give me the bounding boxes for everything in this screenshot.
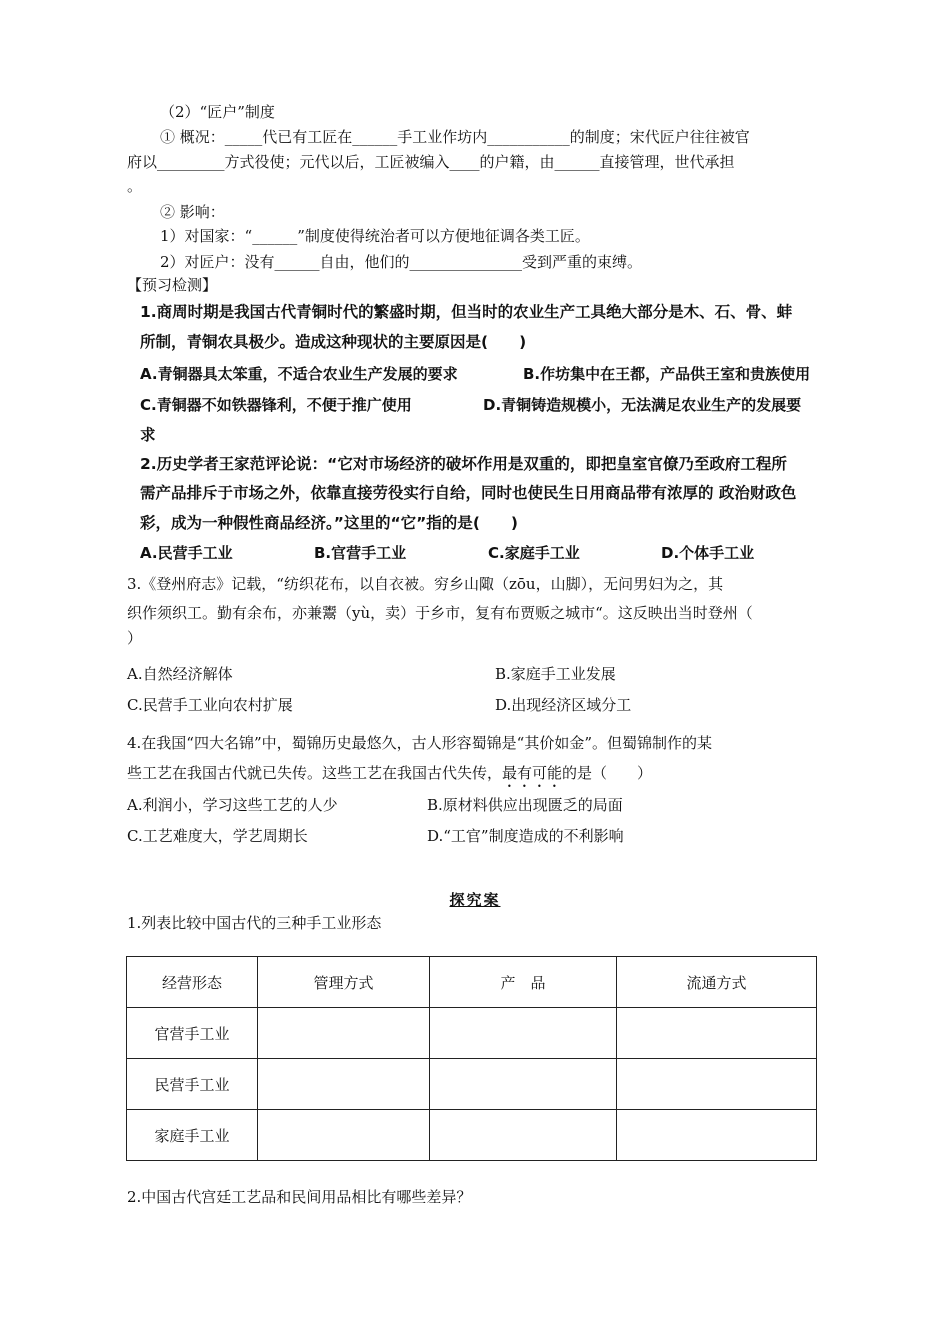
table-cell[interactable] <box>430 1059 617 1110</box>
q1-option-d-cont: 求 <box>140 426 156 444</box>
q2-line-1: 2.历史学者王家范评论说：“它对市场经济的破坏作用是双重的，即把皇室官僚乃至政府工程所 <box>140 455 787 473</box>
table-cell[interactable] <box>258 1008 430 1059</box>
table-cell[interactable] <box>617 1110 817 1161</box>
q1-option-c: C.青铜器不如铁器锋利，不便于推广使用 <box>140 396 412 414</box>
row-label: 官营手工业 <box>127 1008 258 1059</box>
preview-heading: 【预习检测】 <box>127 276 218 294</box>
section-heading: （2）“匠户”制度 <box>160 103 275 121</box>
table-cell[interactable] <box>617 1059 817 1110</box>
q2-option-b: B.官营手工业 <box>314 544 407 562</box>
overview-line-1: ① 概况：_____代已有工匠在______手工业作坊内___________的制度；宋代匠户往往被官 <box>160 128 750 146</box>
table-header: 管理方式 <box>258 957 430 1008</box>
inquiry-title: 探究案 <box>449 891 501 909</box>
table-cell[interactable] <box>430 1008 617 1059</box>
q4-line-2-pre: 些工艺在我国古代就已失传。这些工艺在我国古代失传， <box>127 764 503 782</box>
q1-option-b: B.作坊集中在王都，产品供王室和贵族使用 <box>523 365 811 383</box>
table-header: 产 品 <box>430 957 617 1008</box>
row-label: 民营手工业 <box>127 1059 258 1110</box>
table-cell[interactable] <box>258 1059 430 1110</box>
table-cell[interactable] <box>617 1008 817 1059</box>
q4-line-2 <box>127 763 652 791</box>
table-cell[interactable] <box>258 1110 430 1161</box>
inquiry-q1: 1.列表比较中国古代的三种手工业形态 <box>127 914 382 932</box>
inquiry-q2: 2.中国古代宫廷工艺品和民间用品相比有哪些差异？ <box>127 1188 472 1206</box>
q3-option-b: B.家庭手工业发展 <box>495 665 616 683</box>
influence-state: 1）对国家：“______”制度使得统治者可以方便地征调各类工匠。 <box>160 227 590 245</box>
q4-option-c: C.工艺难度大，学艺周期长 <box>127 827 308 845</box>
table-cell[interactable] <box>430 1110 617 1161</box>
q1-line-2: 所制，青铜农具极少。造成这种现状的主要原因是( ) <box>140 333 527 351</box>
table-header-row <box>127 957 817 1008</box>
q4-emphasis: 最有可能 <box>502 764 563 782</box>
q2-line-3: 彩，成为一种假性商品经济。”这里的“它”指的是( ) <box>140 514 518 532</box>
influence-heading: ② 影响： <box>160 203 225 221</box>
table-row <box>127 1008 817 1059</box>
overview-line-3: 。 <box>127 177 143 195</box>
q4-line-1: 4.在我国“四大名锦”中，蜀锦历史最悠久，古人形容蜀锦是“其价如金”。但蜀锦制作的某 <box>127 734 712 752</box>
q3-line-1: 3.《登州府志》记载，“纺织花布，以自衣被。穷乡山陬（zōu，山脚），无问男妇为之，其 <box>127 575 724 593</box>
q3-line-3: ） <box>127 629 143 647</box>
table-row <box>127 1059 817 1110</box>
q3-option-d: D.出现经济区域分工 <box>495 696 632 714</box>
table-header: 流通方式 <box>617 957 817 1008</box>
q4-line-2-post: 的是（ ） <box>562 764 653 782</box>
comparison-table <box>126 956 817 1161</box>
q3-option-c: C.民营手工业向农村扩展 <box>127 696 293 714</box>
q1-option-d: D.青铜铸造规模小，无法满足农业生产的发展要 <box>483 396 802 414</box>
q4-option-d: D.“工官”制度造成的不利影响 <box>427 827 624 845</box>
q2-line-2: 需产品排斥于市场之外，依靠直接劳役实行自给，同时也使民生日用商品带有浓厚的 政治财政色 <box>140 484 797 502</box>
q1-line-1: 1.商周时期是我国古代青铜时代的繁盛时期，但当时的农业生产工具绝大部分是木、石、骨、蚌 <box>140 303 793 321</box>
q2-option-d: D.个体手工业 <box>661 544 755 562</box>
q4-option-a: A.利润小，学习这些工艺的人少 <box>127 796 338 814</box>
q1-option-a: A.青铜器具太笨重，不适合农业生产发展的要求 <box>140 365 458 383</box>
q2-option-a: A.民营手工业 <box>140 544 233 562</box>
row-label: 家庭手工业 <box>127 1110 258 1161</box>
q3-line-2: 织作须织工。勤有余布，亦兼鬻（yù，卖）于乡市，复有布贾贩之城市“。这反映出当时登州（ <box>127 604 753 622</box>
influence-craftsmen: 2）对匠户：没有______自由，他们的_______________受到严重的束缚。 <box>160 253 643 271</box>
q4-option-b: B.原材料供应出现匮乏的局面 <box>427 796 623 814</box>
overview-line-2: 府以_________方式役使；元代以后，工匠被编入____的户籍，由______直接管理，世代承担 <box>127 153 735 171</box>
table-header: 经营形态 <box>127 957 258 1008</box>
q2-option-c: C.家庭手工业 <box>488 544 580 562</box>
table-row <box>127 1110 817 1161</box>
q3-option-a: A.自然经济解体 <box>127 665 233 683</box>
